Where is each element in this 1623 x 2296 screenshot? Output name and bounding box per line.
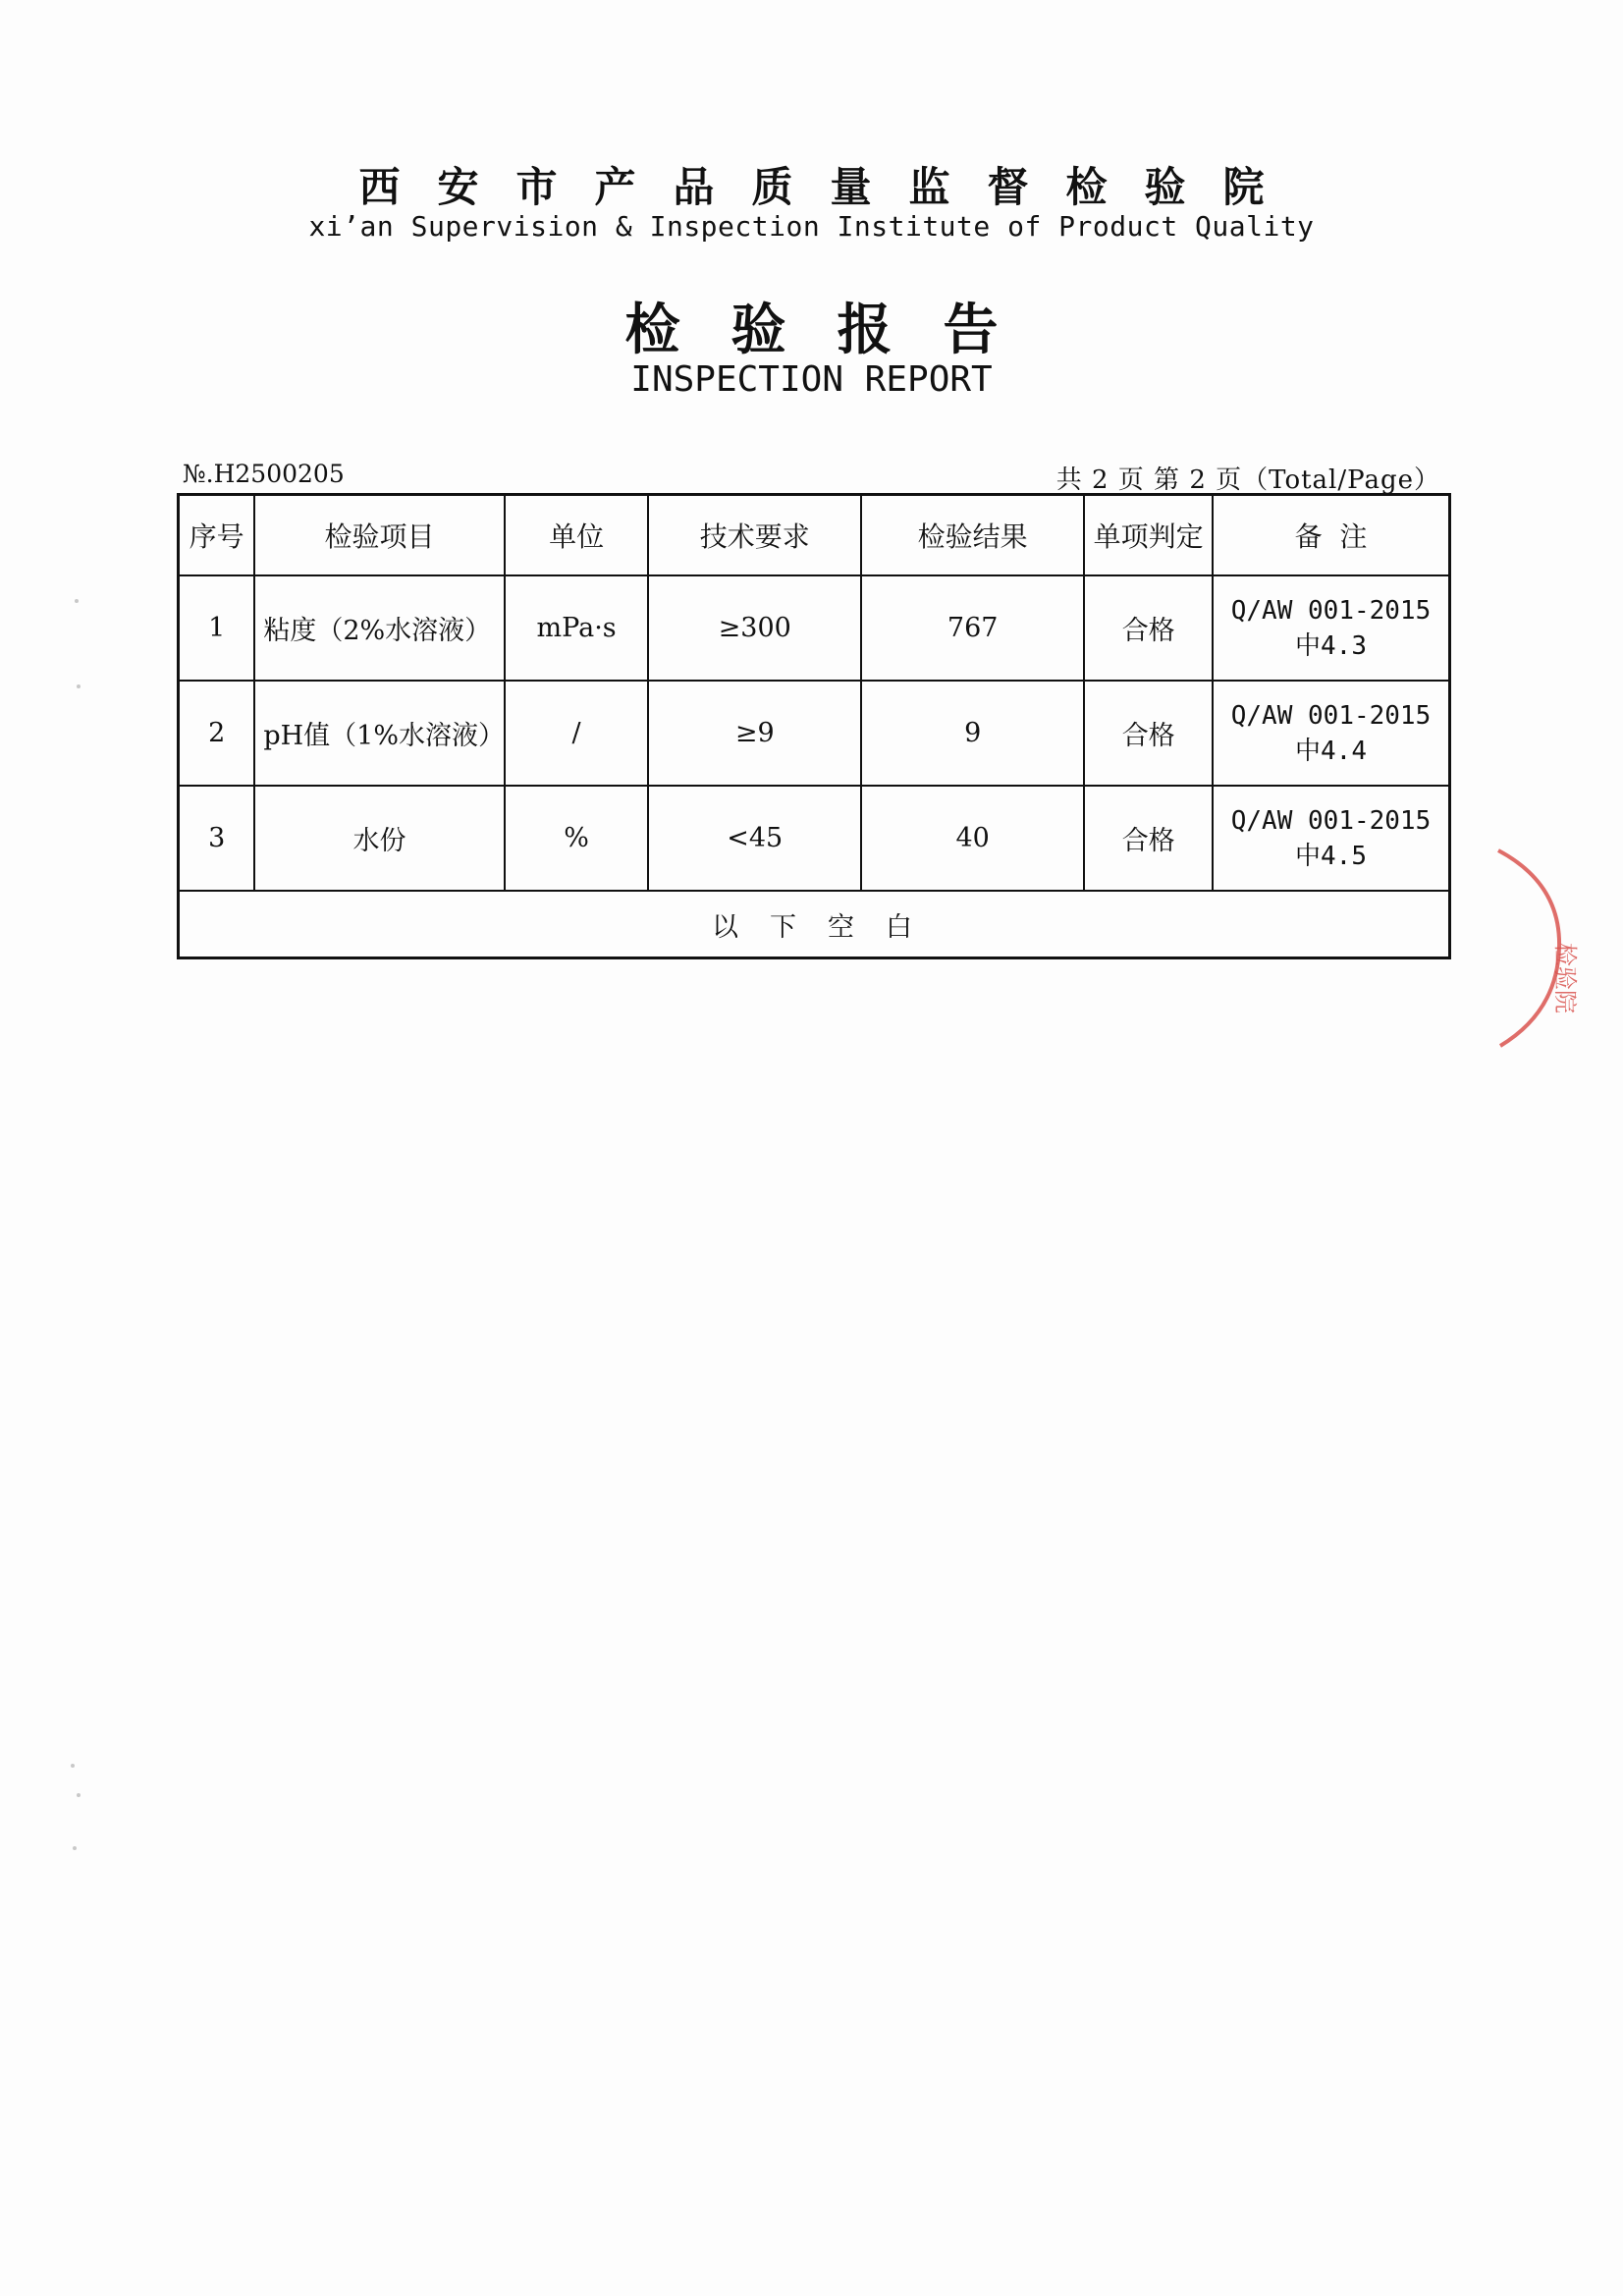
table-row — [179, 681, 1450, 786]
note-clause: 中4.5 — [1295, 841, 1367, 871]
cell-requirement: <45 — [648, 786, 861, 891]
cell-item: 水份 — [254, 786, 504, 891]
organization-name-cn: 西安市产品质量监督检验院 — [358, 163, 1302, 211]
table-header-row — [179, 495, 1450, 576]
cell-item: pH值（1%水溶液） — [254, 681, 504, 786]
note-clause: 中4.3 — [1295, 630, 1367, 661]
cell-requirement: ≥9 — [648, 681, 861, 786]
cell-judgement: 合格 — [1084, 681, 1213, 786]
scan-speck — [77, 684, 81, 688]
col-header-judgement: 单项判定 — [1084, 495, 1213, 576]
col-header-note: 备 注 — [1213, 495, 1449, 576]
report-number: №.H2500205 — [183, 460, 345, 488]
cell-note — [1213, 681, 1449, 786]
cell-item: 粘度（2%水溶液） — [254, 575, 504, 681]
blank-row — [179, 891, 1450, 958]
note-standard: Q/AW 001-2015 — [1230, 595, 1432, 626]
scan-speck — [73, 1846, 77, 1850]
scan-speck — [75, 599, 79, 603]
col-header-unit: 单位 — [505, 495, 649, 576]
organization-name-en: xi’an Supervision & Inspection Institute of Product Quality — [308, 210, 1315, 243]
note-standard: Q/AW 001-2015 — [1230, 805, 1432, 836]
cell-no: 3 — [179, 786, 255, 891]
cell-requirement: ≥300 — [648, 575, 861, 681]
cell-judgement: 合格 — [1084, 575, 1213, 681]
cell-no: 2 — [179, 681, 255, 786]
page-info: 共 2 页 第 2 页（Total/Page） — [1055, 465, 1440, 495]
note-clause: 中4.4 — [1295, 736, 1367, 766]
seal-text: 检验院 — [1551, 943, 1579, 1013]
inspection-table — [177, 493, 1451, 959]
cell-no: 1 — [179, 575, 255, 681]
cell-unit: / — [505, 681, 649, 786]
cell-unit: mPa·s — [505, 575, 649, 681]
col-header-requirement: 技术要求 — [648, 495, 861, 576]
cell-note — [1213, 575, 1449, 681]
col-header-result: 检验结果 — [861, 495, 1084, 576]
cell-result: 9 — [861, 681, 1084, 786]
note-standard: Q/AW 001-2015 — [1230, 700, 1432, 731]
scan-speck — [71, 1764, 75, 1768]
official-seal-stamp — [1490, 845, 1579, 1051]
cell-result: 40 — [861, 786, 1084, 891]
cell-judgement: 合格 — [1084, 786, 1213, 891]
report-title-en: INSPECTION REPORT — [630, 359, 993, 400]
cell-result: 767 — [861, 575, 1084, 681]
scan-speck — [77, 1793, 81, 1797]
table-row — [179, 786, 1450, 891]
cell-unit: % — [505, 786, 649, 891]
cell-note — [1213, 786, 1449, 891]
table-row — [179, 575, 1450, 681]
blank-remark: 以下空白 — [179, 891, 1450, 958]
col-header-no: 序号 — [179, 495, 255, 576]
col-header-item: 检验项目 — [254, 495, 504, 576]
report-title-cn: 检验报告 — [624, 298, 1050, 362]
